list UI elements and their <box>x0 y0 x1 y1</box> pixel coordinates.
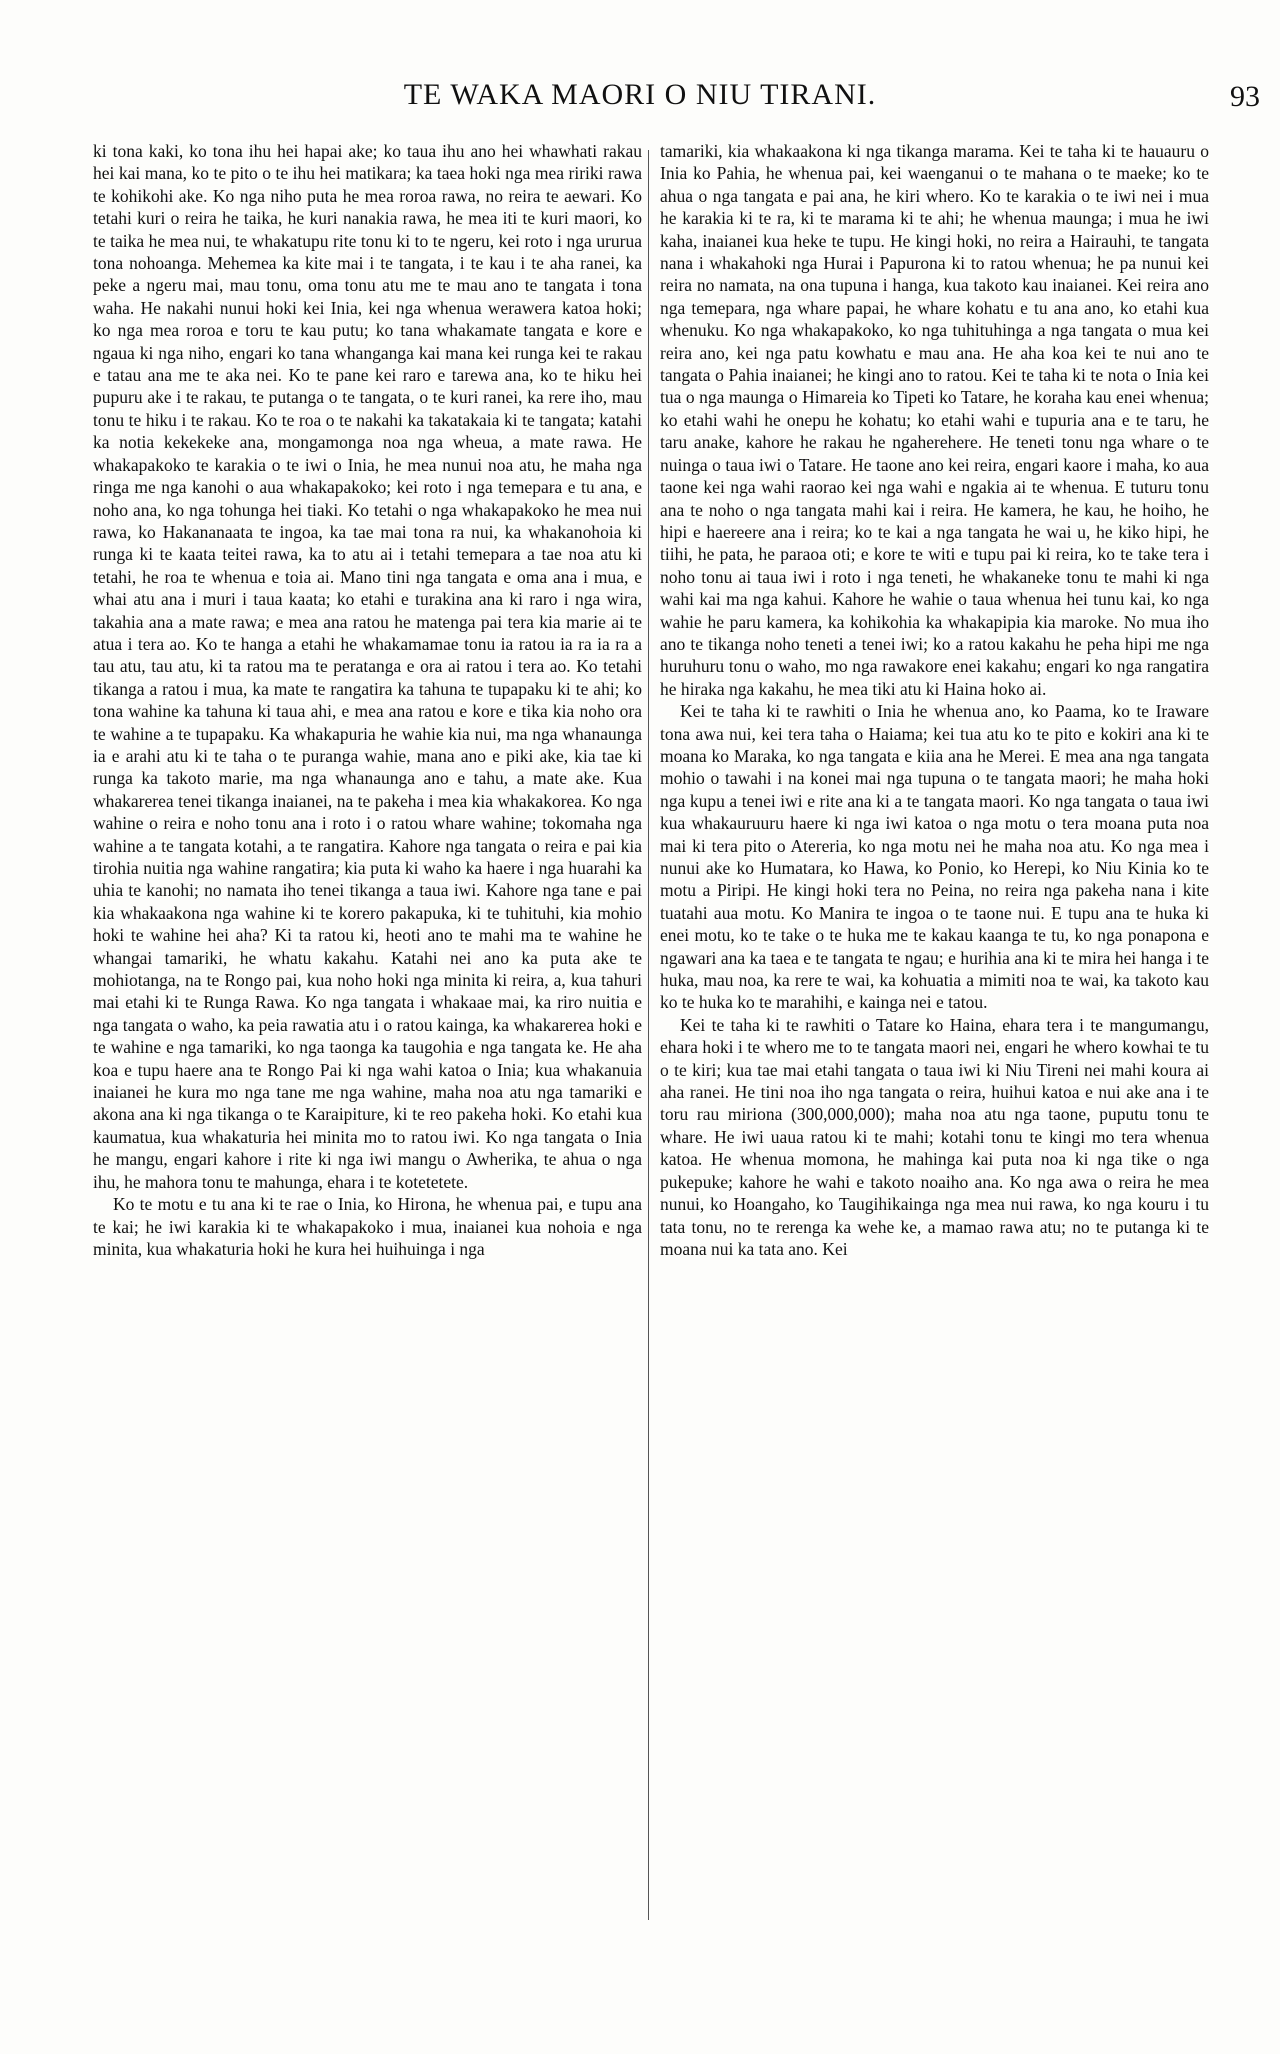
right-paragraph-1: tamariki, kia whakaakona ki nga tikanga marama. Kei te taha ki te hauauru o Inia ko Pahia, he whenua pai, kei waenganui o te mahana o te maeke; ko te ahua o nga tangata e pai ana, he kiri whero. Ko te karakia o te iwi nei i mua he karakia ki te ra, ki te marama ki te ahi; he whenua maunga; i mua he iwi kaha, inaianei kua heke te tupu. He kingi hoki, no reira a Hairauhi, te tangata nana i whakahoki nga Hurai i Papurona ki to ratou whenua; he pa nunui kei reira no namata, na ona tupuna i hanga, kua takoto kau inaianei. Kei reira ano nga temepara, nga whare papai, he whare kohatu e tu ana ano, ko etahi kua whenuku. Ko nga whakapakoko, ko nga tuhituhinga a nga tangata o mua kei reira ano, kei nga patu kowhatu e mau ana. He aha koa kei te nui ano te tangata o Pahia inaianei; he kingi ano to ratou. Kei te taha ki te nota o Inia kei tua o nga maunga o Himareia ko Tipeti ko Tatare, he koraha kau enei whenua; ko etahi wahi he onepu he kohatu; ko etahi wahi e tupuria ana e te taru, he taru anake, kahore he rakau he ngaherehere. He teneti tonu nga whare o te nuinga o taua iwi o Tatare. He taone ano kei reira, engari kaore i maha, ko aua taone kei nga wahi raorao kei nga wahi e ngakia ai te whenua. E tuturu tonu ana te noho o nga tangata mahi kai i reira. He kamera, he kau, he hoiho, he hipi e haereere ana i reira; ko te kai a nga tangata he wai u, he kiko hipi, he tiihi, he pata, he paraoa oti; e kore te witi e tupu pai ki reira, ko te take tera i noho tonu ai taua iwi i roto i nga teneti, he whakaneke tonu te mahi ki nga wahi kai ma nga kahui. Kahore he wahie o taua whenua hei tunu kai, ko nga wahie he paru kamera, ka kohikohia ka whakapipia kia maroke. No mua iho ano te tikanga noho teneti a tenei iwi; ko a ratou kakahu he peha hipi me nga huruhuru tonu o waho, mo nga rawakore enei kakahu; engari ko nga rangatira he hiraka nga kakahu, he mea tiki atu ki Haina hoko ai. <box>660 141 1209 699</box>
right-paragraph-2: Kei te taha ki te rawhiti o Inia he whenua ano, ko Paama, ko te Iraware tona awa nui, kei tera taha o Haiama; kei tua atu ko te pito e kokiri ana ki te moana ko Maraka, ko nga tangata e kiia ana he Merei. E mea ana nga tangata mohio o tawahi i na konei mai nga tupuna o te tangata maori; he maha hoki nga kupu a tenei iwi e rite ana ki a te tangata maori. Ko nga tangata o taua iwi kua whakauruuru haere ki nga iwi katoa o nga motu o tera moana puta noa mai ki tera pito o Atereria, ko nga motu nei he maha noa atu. Ko nga mea i nunui ake ko Humatara, ko Hawa, ko Ponio, ko Herepi, ko Niu Kinia ko te motu a Piripi. He kingi hoki tera no Peina, no reira nga pakeha nana i kite tuatahi aua motu. Ko Manira te ingoa o te taone nui. E tupu ana te huka ki enei motu, ko te take o te huka me te kakau kaanga te tu, ko nga ponapona e ngawari ana ka taea e te tangata te ngau; e hurihia ana ki te mira hei hanga i te huka, mau noa, ka rere te wai, ka kohuatia a mimiti noa te wai, ka takoto kau ko te huka ko te marahihi, e kainga nei e tatou. <box>660 701 1209 1013</box>
column-divider <box>648 150 649 1920</box>
left-column <box>93 140 642 2020</box>
right-paragraph-3: Kei te taha ki te rawhiti o Tatare ko Haina, ehara tera i te mangumangu, ehara hoki i te whero me to te tangata maori nei, engari he whero kowhai te tu o te kiri; kua tae mai etahi tangata o taua iwi ki Niu Tireni nei mahi koura ai aha ranei. He tini noa iho nga tangata o reira, huihui katoa e nui ake ana i te toru rau miriona (300,000,000); maha noa atu nga taone, puputu tonu te whare. He iwi uaua ratou ki te mahi; kotahi tonu te kingi mo tera whenua katoa. He whenua momona, he mahinga kai puta noa ki nga tike o nga pukepuke; kahore he wahi e takoto noaiho ana. Ko nga awa o reira he mea nunui, ko Hoangaho, ko Taugihikainga nga mea nui rawa, ko nga kouru i tu tata tonu, no te rerenga ka wehe ke, a mamao rawa atu; no te putanga ki te moana nui ka tata ano. Kei <box>660 1014 1209 1259</box>
left-paragraph-2: Ko te motu e tu ana ki te rae o Inia, ko Hirona, he whenua pai, e tupu ana te kai; he iwi karakia ki te whakapakoko i mua, inaianei kua nohoia e nga minita, kua whakaturia hoki he kura hei huihuinga i nga <box>93 1194 642 1259</box>
running-header <box>0 78 1280 118</box>
publication-title: TE WAKA MAORI O NIU TIRANI. <box>403 78 877 111</box>
left-paragraph-1: ki tona kaki, ko tona ihu hei hapai ake; ko taua ihu ano hei whawhati rakau hei kai mana, ko te pito o te ihu hei matikara; ka taea hoki nga mea ririki rawa te kohikohi ake. Ko nga niho puta he mea roroa rawa, no reira te aewari. Ko tetahi kuri o reira he taika, he kuri nanakia rawa, he mea iti te kuri maori, ko te taika he mea nui, te whakatupu rite tonu ki to te ngeru, kei roto i nga ururua tona nohoanga. Mehemea ka kite mai i te tangata, i te kau i te aha ranei, ka peke a ngeru mai, mau tonu, oma tonu atu me te mau ano te tangata i tona waha. He nakahi nunui hoki kei Inia, kei nga whenua werawera katoa hoki; ko nga mea roroa e toru te kau putu; ko tana whakamate tangata e kore e ngaua ki nga niho, engari ko tana whanganga kai mana kei runga kei te rakau e tatau ana me te aka nei. Ko te pane kei raro e tarewa ana, ko te hiku hei pupuru ake i te rakau, te putanga o te tangata, o te kuri ranei, ka rere iho, mau tonu te hiku i te rakau. Ko te roa o te nakahi ka takatakaia ki te tangata; katahi ka notia kekekeke ana, mongamonga noa nga wheua, a mate rawa. He whakapakoko te karakia o te iwi o Inia, he mea nunui noa atu, he maha nga ringa me nga kanohi o aua whakapakoko; kei roto i nga temepara e tu ana, e noho ana, ko nga tohunga hei tiaki. Ko tetahi o nga whakapakoko he mea nui rawa, ko Hakananaata te ingoa, ka tae mai tona ra nui, ka whakanohoia ki runga ki te kaata teitei rawa, ka to atu ai i tetahi temepara a tae noa atu ki tetahi, he roa te whenua e toia ai. Mano tini nga tangata e oma ana i mua, e whai atu ana i muri i taua kaata; ko etahi e turakina ana ki raro i nga wira, takahia ana a mate rawa; e mea ana ratou he matenga pai tera kia marie ai te atua i tera ao. Ko te hanga a etahi he whakamamae tonu ia ratou ia ra ia ra a tau atu, tau atu, ki ta ratou ma te peratanga e ora ai ratou i tera ao. Ko tetahi tikanga a ratou i mua, ka mate te rangatira ka tahuna te tupapaku ki te ahi; ko tona wahine ka tahuna ki taua ahi, e mea ana ratou e kore e tika kia noho ora te wahine a te tupapaku. Ka whakapuria he wahie kia nui, ma nga whanaunga ia e arahi atu ki te taha o te puranga wahie, mana ano e piki ake, kia tae ki runga ka takoto marie, ma nga whanaunga ano e tahu, a mate ake. Kua whakarerea tenei tikanga inaianei, na te pakeha i mea kia whakakorea. Ko nga wahine o reira e noho tonu ana i roto i o ratou whare wahine; tokomaha nga wahine a te tangata kotahi, a te rangatira. Kahore nga tangata o reira e pai kia tirohia nuitia nga wahine rangatira; kia puta ki waho ka haere i nga huarahi ka uhia te kanohi; no namata iho tenei tikanga a taua iwi. Kahore nga tane e pai kia whakaakona nga wahine ki te korero pakapuka, ki te tuhituhi, kia mohio hoki te wahine hei aha? Ki ta ratou ki, heoti ano te mahi ma te wahine he whangai tamariki, he whatu kakahu. Katahi nei ano ka puta ake te mohiotanga, na te Rongo pai, kua noho hoki nga minita ki reira, a, kua tahuri mai etahi ki te Runga Rawa. Ko nga tangata i whakaae mai, ka riro nuitia e nga tangata o waho, ka peia rawatia atu i o ratou kainga, ka whakarerea hoki e te wahine e nga tamariki, ko nga taonga ka taugohia e nga tangata ke. He aha koa e tupu haere ana te Rongo Pai ki nga wahi katoa o Inia; kua whakanuia inaianei he kura mo nga tane me nga wahine, maha noa atu nga tamariki e akona ana ki nga tikanga o te Karaipiture, ki te reo pakeha hoki. Ko etahi kua kaumatua, kua whakaturia hei minita mo to ratou iwi. Ko nga tangata o Inia he mangu, engari kahore i rite ki nga iwi mangu o Awherika, te ahua o nga ihu, he mahora tonu te mahunga, ehara i te kotetetete. <box>93 141 642 1192</box>
right-column <box>660 140 1209 2020</box>
page-number: 93 <box>1230 80 1260 113</box>
